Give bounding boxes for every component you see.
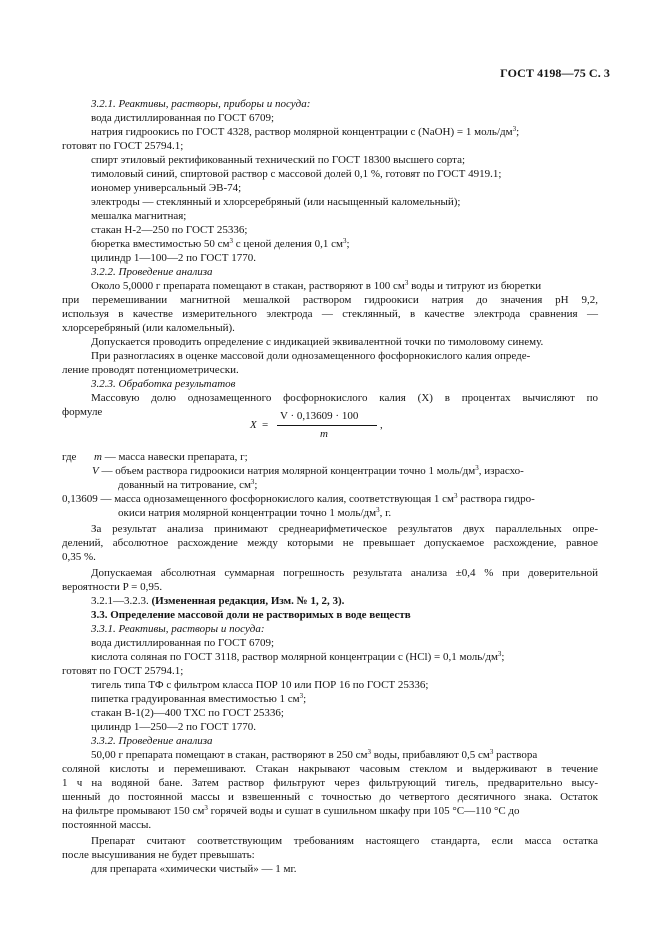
page-header: ГОСТ 4198—75 С. 3 xyxy=(500,66,610,80)
section-heading-3-3-2 xyxy=(91,734,598,748)
amendment-text: (Измененная редакция, Изм. № 1, 2, 3). xyxy=(151,595,345,607)
text-line: 1 ч на водяной бане. Затем раствор фильтруют через фильтрующий тигель, предварительно высу- xyxy=(62,777,598,789)
text-line xyxy=(91,279,598,293)
text-line: делений, абсолютное расхождение между которыми не превышает допускаемое расхождение, равное xyxy=(62,537,598,549)
text-line: готовят по ГОСТ 25794.1; xyxy=(62,140,184,152)
text-line: стакан Н-2—250 по ГОСТ 25336; xyxy=(91,224,248,236)
text-line: Допускается проводить определение с индикацией эквивалентной точки по тимоловому синему. xyxy=(91,336,544,348)
text: горячей воды и сушат в сушильном шкафу при 105 °С—110 °С до xyxy=(207,805,520,817)
text-line: спирт этиловый ректификованный технический по ГОСТ 18300 высшего сорта; xyxy=(91,154,466,166)
text-line: шенный до постоянной массы и взвешенный с точностью до четвертого десятичного знака. Остаток xyxy=(62,791,598,803)
text-line: тимоловый синий, спиртовой раствор с массовой долей 0,1 %, готовят по ГОСТ 4919.1; xyxy=(91,168,502,180)
text-line: За результат анализа принимают среднеарифметическое результатов двух параллельных опре- xyxy=(91,523,598,535)
superscript: 3 xyxy=(204,804,208,812)
amendment-note xyxy=(91,594,598,608)
text-line: иономер универсальный ЭВ-74; xyxy=(91,182,242,194)
text: на фильтре промывают 150 см xyxy=(62,805,205,817)
superscript: 3 xyxy=(497,650,502,658)
text-line: тигель типа ТФ с фильтром класса ПОР 10 или ПОР 16 по ГОСТ 25336; xyxy=(91,679,429,691)
superscript: 3 xyxy=(342,237,347,245)
text-line: используя в качестве измерительного электрода — стеклянный, в качестве электрода сравнения — xyxy=(62,308,598,320)
text-line: при перемешивании магнитной мешалкой раствором гидроокиси натрия до значения pH 9,2, xyxy=(62,294,598,306)
text-line xyxy=(118,506,598,520)
variable: V xyxy=(92,465,99,477)
superscript: 3 xyxy=(404,279,409,287)
text: 0,13609 — масса однозамещенного фосфорнокислого калия, соответствующая 1 см xyxy=(62,493,454,505)
text-line: формуле xyxy=(62,406,103,418)
superscript: 3 xyxy=(367,748,371,756)
text-line: вода дистиллированная по ГОСТ 6709; xyxy=(91,637,275,649)
text-line: для препарата «химически чистый» — 1 мг. xyxy=(91,863,297,875)
definition-m-body xyxy=(94,450,248,464)
text: с ценой деления 0,1 см xyxy=(233,238,343,250)
fraction-bar xyxy=(277,425,377,426)
text-line: ление проводят потенциометрически. xyxy=(62,364,239,376)
text: 3.2.1. Реактивы, растворы, приборы и посуда: xyxy=(91,98,311,110)
definition-m xyxy=(62,450,598,464)
text-line xyxy=(91,650,598,664)
text: — объем раствора гидроокиси натрия молярной концентрации точно 1 моль/дм xyxy=(98,465,476,477)
text: пипетка градуированная вместимостью 1 см xyxy=(91,693,300,705)
text: ; xyxy=(254,479,258,491)
formula-denominator: m xyxy=(320,428,328,440)
text: окиси натрия молярной концентрации точно 1 моль/дм xyxy=(118,507,377,519)
text-line: постоянной массы. xyxy=(62,819,152,831)
text-line: стакан В-1(2)—400 ТХС по ГОСТ 25336; xyxy=(91,707,284,719)
text-line: хлорсеребряный (или каломельный). xyxy=(62,322,235,334)
text-line xyxy=(91,748,598,762)
text: 50,00 г препарата помещают в стакан, растворяют в 250 см xyxy=(91,749,368,761)
text-line: Препарат считают соответствующим требованиям настоящего стандарта, если масса остатка xyxy=(91,835,598,847)
text: бюретка вместимостью 50 см xyxy=(91,238,230,250)
text: кислота соляная по ГОСТ 3118, раствор молярной концентрации c (HCl) = 0,1 моль/дм xyxy=(91,651,498,663)
text-line xyxy=(62,804,598,818)
superscript: 3 xyxy=(250,478,255,486)
text-line: При разногласиях в оценке массовой доли однозамещенного фосфорнокислого калия опреде- xyxy=(91,350,531,362)
text: 3.2.3. Обработка результатов xyxy=(91,378,236,390)
variable: m xyxy=(94,451,102,463)
formula-trail: , xyxy=(380,419,383,431)
text: 3.3.1. Реактивы, растворы и посуда: xyxy=(91,623,265,635)
text: 3.2.1—3.2.3. xyxy=(91,595,152,607)
text: где xyxy=(62,451,77,463)
text-line: цилиндр 1—100—2 по ГОСТ 1770. xyxy=(91,252,256,264)
text-line: Массовую долю однозамещенного фосфорнокислого калия (X) в процентах вычисляют по xyxy=(91,392,598,404)
text-line xyxy=(91,692,598,706)
text: воды, прибавляют 0,5 см xyxy=(371,749,490,761)
formula-numerator: V · 0,13609 · 100 xyxy=(280,410,359,422)
superscript: 3 xyxy=(229,237,234,245)
superscript: 3 xyxy=(454,492,458,500)
text: воды и титруют из бюретки xyxy=(408,280,542,292)
text-line: электроды — стеклянный и хлорсеребряный (или насыщенный каломельный); xyxy=(91,196,461,208)
text: раствора xyxy=(493,749,538,761)
text: дованный на титрование, см xyxy=(118,479,251,491)
superscript: 3 xyxy=(489,748,494,756)
text-line: 0,35 %. xyxy=(62,551,96,563)
text-line: мешалка магнитная; xyxy=(91,210,187,222)
section-heading-3-2-1 xyxy=(91,97,598,111)
text: раствора гидро- xyxy=(457,493,535,505)
text: , г. xyxy=(379,507,392,519)
superscript: 3 xyxy=(475,464,479,472)
text: — масса навески препарата, г; xyxy=(101,451,248,463)
text-line xyxy=(118,478,598,492)
text: ; xyxy=(501,651,505,663)
text-line: готовят по ГОСТ 25794.1; xyxy=(62,665,184,677)
text-line xyxy=(91,237,598,251)
definition-v xyxy=(92,464,598,478)
text: ; xyxy=(516,126,520,138)
formula-lhs: X xyxy=(250,419,257,431)
definition-constant xyxy=(62,492,598,506)
formula xyxy=(250,408,390,444)
section-heading-3-2-2 xyxy=(91,265,598,279)
text: натрия гидроокись по ГОСТ 4328, раствор молярной концентрации c (NaOH) = 1 моль/дм xyxy=(91,126,513,138)
text: 3.2.2. Проведение анализа xyxy=(91,266,213,278)
text-line: Допускаемая абсолютная суммарная погрешность результата анализа ±0,4 % при доверительной xyxy=(91,567,598,579)
superscript: 3 xyxy=(512,125,517,133)
section-heading-3-2-3 xyxy=(91,377,598,391)
text: , израсхо- xyxy=(478,465,524,477)
text-line: вода дистиллированная по ГОСТ 6709; xyxy=(91,112,275,124)
text: 3.3.2. Проведение анализа xyxy=(91,735,213,747)
superscript: 3 xyxy=(376,506,380,514)
text: ; xyxy=(303,693,307,705)
section-heading-3-3-1 xyxy=(91,622,598,636)
text-line: соляной кислоты и перемешивают. Стакан накрывают часовым стеклом и выдерживают в течение xyxy=(62,763,598,775)
text: ; xyxy=(346,238,350,250)
superscript: 3 xyxy=(299,692,304,700)
text: Около 5,0000 г препарата помещают в стакан, растворяют в 100 см xyxy=(91,280,405,292)
text-line: после высушивания не будет превышать: xyxy=(62,849,255,861)
text-line: цилиндр 1—250—2 по ГОСТ 1770. xyxy=(91,721,256,733)
formula-equals: = xyxy=(262,419,269,431)
section-heading-3-3: 3.3. Определение массовой доли не растворимых в воде веществ xyxy=(91,609,411,621)
text-line xyxy=(91,125,598,139)
text-line: вероятности P = 0,95. xyxy=(62,581,163,593)
